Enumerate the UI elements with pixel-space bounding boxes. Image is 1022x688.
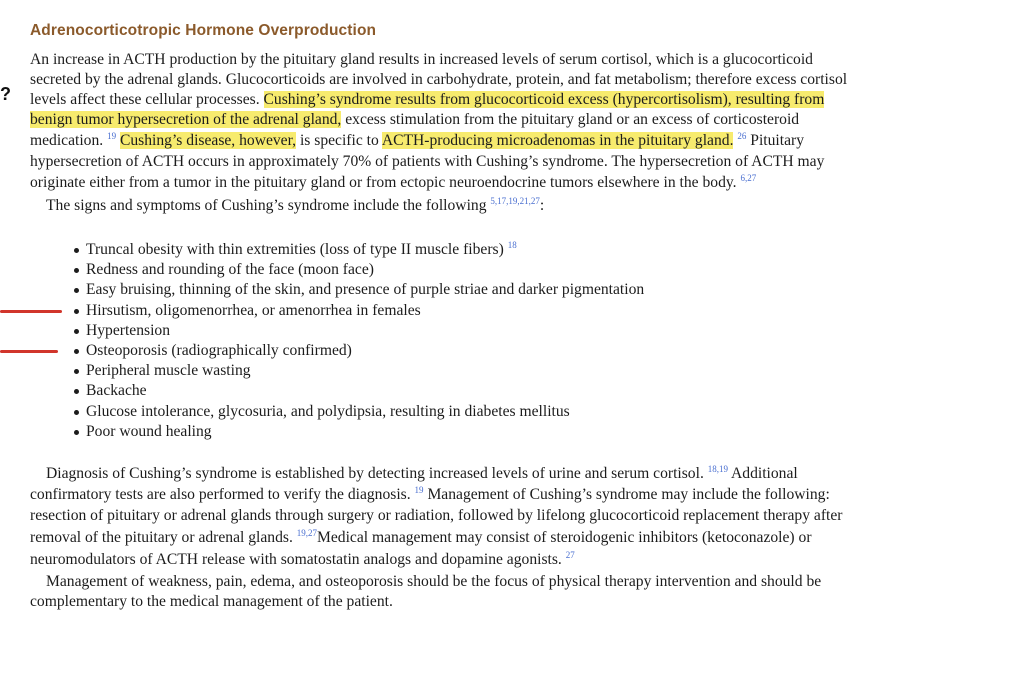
reference-superscript[interactable]: 5,17,19,21,27 [490,196,540,206]
list-item [74,321,644,341]
bullet-icon [74,369,79,374]
highlighted-text: ACTH-producing microadenomas in the pituitary gland. [381,132,734,149]
paragraph1-line1: An increase in ACTH production by the pituitary gland results in increased levels of serum cortisol, which is a glucocorticoid [30,51,813,68]
paragraph2-line2 [30,485,830,505]
bullet-icon [74,349,79,354]
symptoms-list [74,240,644,442]
text-span: The signs and symptoms of Cushing’s syndrome include the following [46,197,487,214]
paragraph1-line4 [30,110,799,130]
list-item [74,280,644,300]
paragraph2-line5 [30,550,575,570]
list-item-text: Glucose intolerance, glycosuria, and polydipsia, resulting in diabetes mellitus [86,402,570,420]
list-item [74,260,644,280]
paragraph1-line7 [30,173,756,193]
paragraph1-line2: secreted by the adrenal glands. Glucocorticoids are involved in carbohydrate, protein, and fat metabolism; therefore excess cortisol [30,71,848,88]
section-heading: Adrenocorticotropic Hormone Overproduction [30,22,377,39]
list-item-text: Truncal obesity with thin extremities (loss of type II muscle fibers) [86,241,504,258]
reference-superscript[interactable]: 18,19 [707,464,728,474]
list-item [74,361,644,381]
text-span: is specific to [296,132,382,149]
text-span: originate either from a tumor in the pituitary gland or from ectopic neuroendocrine tumors elsewhere in the body. [30,174,737,191]
reference-superscript[interactable]: 26 [737,131,747,141]
paragraph1-line8 [46,196,544,216]
text-span: medication. [30,132,108,149]
text-span: removal of the pituitary or adrenal glands. [30,529,293,546]
list-item-text: Poor wound healing [86,422,212,440]
bullet-icon [74,329,79,334]
pen-underline-mark [0,350,58,353]
list-item [74,422,644,442]
list-item-text: Hirsutism, oligomenorrhea, or amenorrhea in females [86,301,421,319]
bullet-icon [74,430,79,435]
bullet-icon [74,248,79,253]
list-item-text: Easy bruising, thinning of the skin, and presence of purple striae and darker pigmentation [86,281,645,299]
highlighted-text: Cushing’s disease, however, [119,132,297,149]
paragraph1-line6: hypersecretion of ACTH occurs in approximately 70% of patients with Cushing’s syndrome. The hypersecretion of ACTH may [30,153,825,170]
bullet-icon [74,309,79,314]
text-span: Additional [728,465,798,482]
bullet-icon [74,389,79,394]
reference-superscript[interactable]: 19,27 [296,528,317,538]
text-span: Medical management may consist of steroidogenic inhibitors (ketoconazole) or [317,529,812,546]
text-span: : [539,197,545,214]
paragraph3-line1: Management of weakness, pain, edema, and osteoporosis should be the focus of physical therapy intervention and should be [46,573,822,590]
text-span: Diagnosis of Cushing’s syndrome is established by detecting increased levels of urine and serum cortisol. [46,465,704,482]
list-item [74,381,644,401]
bullet-icon [74,410,79,415]
reference-superscript[interactable]: 19 [414,485,424,495]
bullet-icon [74,268,79,273]
text-span: Pituitary [746,132,804,149]
reference-superscript[interactable]: 19 [107,131,117,141]
text-span: confirmatory tests are also performed to verify the diagnosis. [30,486,411,503]
highlighted-text: benign tumor hypersecretion of the adrenal gland, [30,111,342,128]
text-span: neuromodulators of ACTH release with somatostatin analogs and dopamine agonists. [30,551,562,568]
list-item-text: Peripheral muscle wasting [86,362,251,380]
text-span: excess stimulation from the pituitary gland or an excess of corticosteroid [341,111,800,128]
paragraph2-line4 [30,528,812,548]
text-span: levels affect these cellular processes. [30,91,264,108]
reference-superscript[interactable]: 18 [507,240,517,250]
list-item-text: Hypertension [86,321,171,339]
highlighted-text: Cushing’s syndrome results from glucocorticoid excess (hypercortisolism), resulting from [263,91,825,108]
paragraph3-line2: complementary to the medical management of the patient. [30,593,393,610]
paragraph2-line1 [46,464,798,484]
reference-superscript[interactable]: 27 [565,550,575,560]
bullet-icon [74,288,79,293]
list-item [74,402,644,422]
margin-question-mark: ? [0,84,11,104]
list-item [74,240,644,260]
paragraph1-line3 [30,90,824,110]
list-item-text: Osteoporosis (radiographically confirmed) [86,341,352,359]
list-item-text: Backache [86,382,147,400]
list-item [74,341,644,361]
text-span: Management of Cushing’s syndrome may include the following: [423,486,830,503]
list-item-text: Redness and rounding of the face (moon face) [86,261,374,279]
paragraph1-line5 [30,131,804,151]
pen-underline-mark [0,310,62,313]
paragraph2-line3: resection of pituitary or adrenal glands through surgery or radiation, followed by lifelong glucocorticoid replacement therapy after [30,507,843,524]
list-item [74,301,644,321]
reference-superscript[interactable]: 6,27 [740,173,757,183]
